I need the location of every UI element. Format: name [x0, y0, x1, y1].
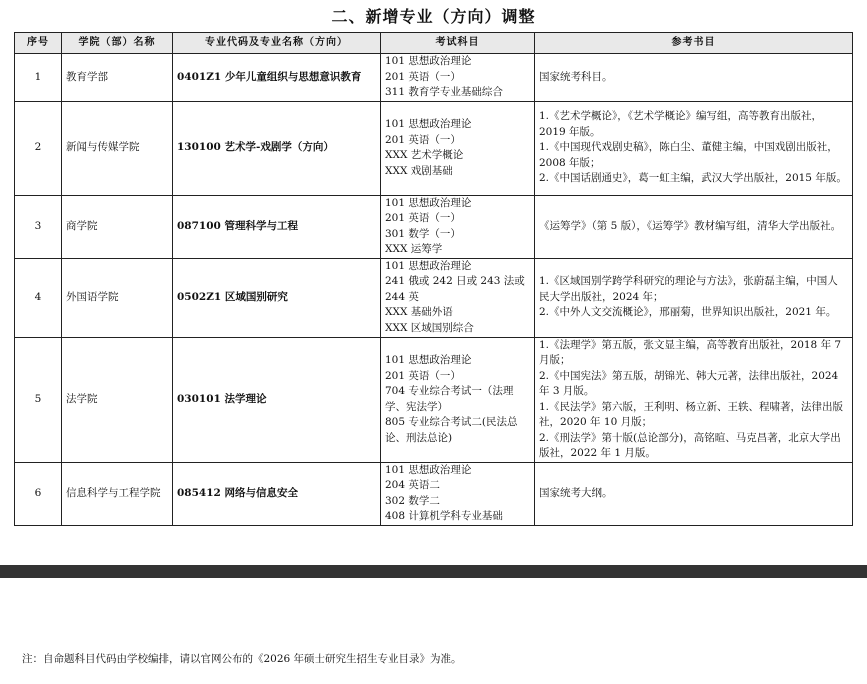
row-major: 030101 法学理论: [173, 337, 381, 462]
header-index: 序号: [15, 33, 62, 54]
table-row: [15, 101, 853, 195]
exam-item: XXX 基础外语: [385, 306, 453, 319]
exam-item: 301 数学（一）: [385, 227, 461, 240]
row-college: 商学院: [62, 195, 173, 258]
row-major: 087100 管理科学与工程: [173, 195, 381, 258]
table-row: [15, 54, 853, 102]
footnote: 注：自命题科目代码由学校编排，请以官网公布的《2026 年硕士研究生招生专业目录》为准。: [22, 653, 462, 665]
exam-item: 805 专业综合考试二(民法总论、刑法总论): [385, 416, 518, 444]
row-refs: [535, 337, 853, 462]
ref-item: 1.《区域国别学跨学科研究的理论与方法》，张蔚磊主编，中国人民大学出版社，2024 年；: [539, 275, 838, 303]
ref-item: 《运筹学》（第 5 版），《运筹学》教材编写组，清华大学出版社。: [539, 219, 842, 232]
exam-item: 101 思想政治理论: [385, 55, 472, 67]
header-exams: 考试科目: [381, 33, 535, 54]
header-major: 专业代码及专业名称（方向）: [173, 33, 381, 54]
ref-item: 2.《中国宪法》第五版，胡锦光、韩大元著，法律出版社，2024 年 3 月版。: [539, 369, 839, 397]
table-header-row: [15, 33, 853, 54]
header-refs: 参考书目: [535, 33, 853, 54]
row-college: 新闻与传媒学院: [62, 101, 173, 195]
row-index: 2: [15, 101, 62, 195]
exam-item: XXX 运筹学: [385, 243, 443, 255]
row-refs: [535, 54, 853, 102]
exam-item: 101 思想政治理论: [385, 196, 472, 209]
ref-item: 国家统考大纲。: [539, 486, 613, 499]
row-college: 法学院: [62, 337, 173, 462]
row-refs: [535, 462, 853, 525]
ref-item: 1.《中国现代戏剧史稿》，陈白尘、董健主编，中国戏剧出版社，2008 年版；: [539, 141, 838, 169]
row-college: 外国语学院: [62, 258, 173, 337]
exam-item: 311 教育学专业基础综合: [385, 86, 503, 98]
exam-item: 204 英语二: [385, 479, 440, 491]
exam-item: 201 英语（一）: [385, 133, 461, 146]
exam-item: 201 英语（一）: [385, 70, 461, 83]
row-college: 教育学部: [62, 54, 173, 102]
ref-item: 1.《民法学》第六版，王利明、杨立新、王轶、程啸著，法律出版社，2020 年 10 月版；: [539, 400, 844, 428]
row-refs: [535, 195, 853, 258]
row-major: 085412 网络与信息安全: [173, 462, 381, 525]
exam-item: XXX 艺术学概论: [385, 149, 464, 161]
table-row: [15, 337, 853, 462]
row-exams: [381, 54, 535, 102]
exam-item: 201 英语（一）: [385, 369, 461, 382]
exam-item: 302 数学二: [385, 494, 440, 507]
row-exams: [381, 337, 535, 462]
row-major: 0401Z1 少年儿童组织与思想意识教育: [173, 54, 381, 102]
exam-item: 101 思想政治理论: [385, 354, 472, 366]
major-adjustment-table: [14, 32, 853, 526]
exam-item: 241 俄或 242 日或 243 法或 244 英: [385, 275, 525, 303]
row-index: 4: [15, 258, 62, 337]
ref-item: 1.《法理学》第五版，张文显主编，高等教育出版社，2018 年 7 月版；: [539, 338, 842, 366]
header-college: 学院（部）名称: [62, 33, 173, 54]
page-title: 二、新增专业（方向）调整: [331, 7, 536, 26]
row-college: 信息科学与工程学院: [62, 462, 173, 525]
exam-item: 101 思想政治理论: [385, 259, 472, 272]
exam-item: XXX 戏剧基础: [385, 164, 453, 177]
exam-item: 101 思想政治理论: [385, 118, 472, 130]
table-row: [15, 462, 853, 525]
row-major: 130100 艺术学-戏剧学（方向）: [173, 101, 381, 195]
ref-item: 1.《艺术学概论》，《艺术学概论》编写组，高等教育出版社，2019 年版。: [539, 110, 823, 138]
page-divider-bar: [0, 565, 867, 578]
row-refs: [535, 258, 853, 337]
ref-item: 2.《中外人文交流概论》，邢丽菊，世界知识出版社，2021 年。: [539, 306, 837, 319]
ref-item: 2.《中国话剧通史》，葛一虹主编，武汉大学出版社，2015 年版。: [539, 172, 847, 185]
row-index: 6: [15, 462, 62, 525]
exam-item: 201 英语（一）: [385, 212, 461, 224]
ref-item: 2.《刑法学》第十版(总论部分)，高铭暄、马克昌著，北京大学出版社，2022 年 1 月版。: [539, 431, 841, 459]
row-exams: [381, 462, 535, 525]
row-index: 3: [15, 195, 62, 258]
table-row: [15, 195, 853, 258]
exam-item: XXX 区域国别综合: [385, 321, 474, 334]
row-exams: [381, 195, 535, 258]
row-index: 1: [15, 54, 62, 102]
row-exams: [381, 258, 535, 337]
exam-item: 101 思想政治理论: [385, 463, 472, 476]
exam-item: 704 专业综合考试一（法理学、宪法学）: [385, 385, 514, 413]
ref-item: 国家统考科目。: [539, 70, 613, 83]
row-index: 5: [15, 337, 62, 462]
row-refs: [535, 101, 853, 195]
table-row: [15, 258, 853, 337]
exam-item: 408 计算机学科专业基础: [385, 510, 503, 522]
row-exams: [381, 101, 535, 195]
row-major: 0502Z1 区域国别研究: [173, 258, 381, 337]
